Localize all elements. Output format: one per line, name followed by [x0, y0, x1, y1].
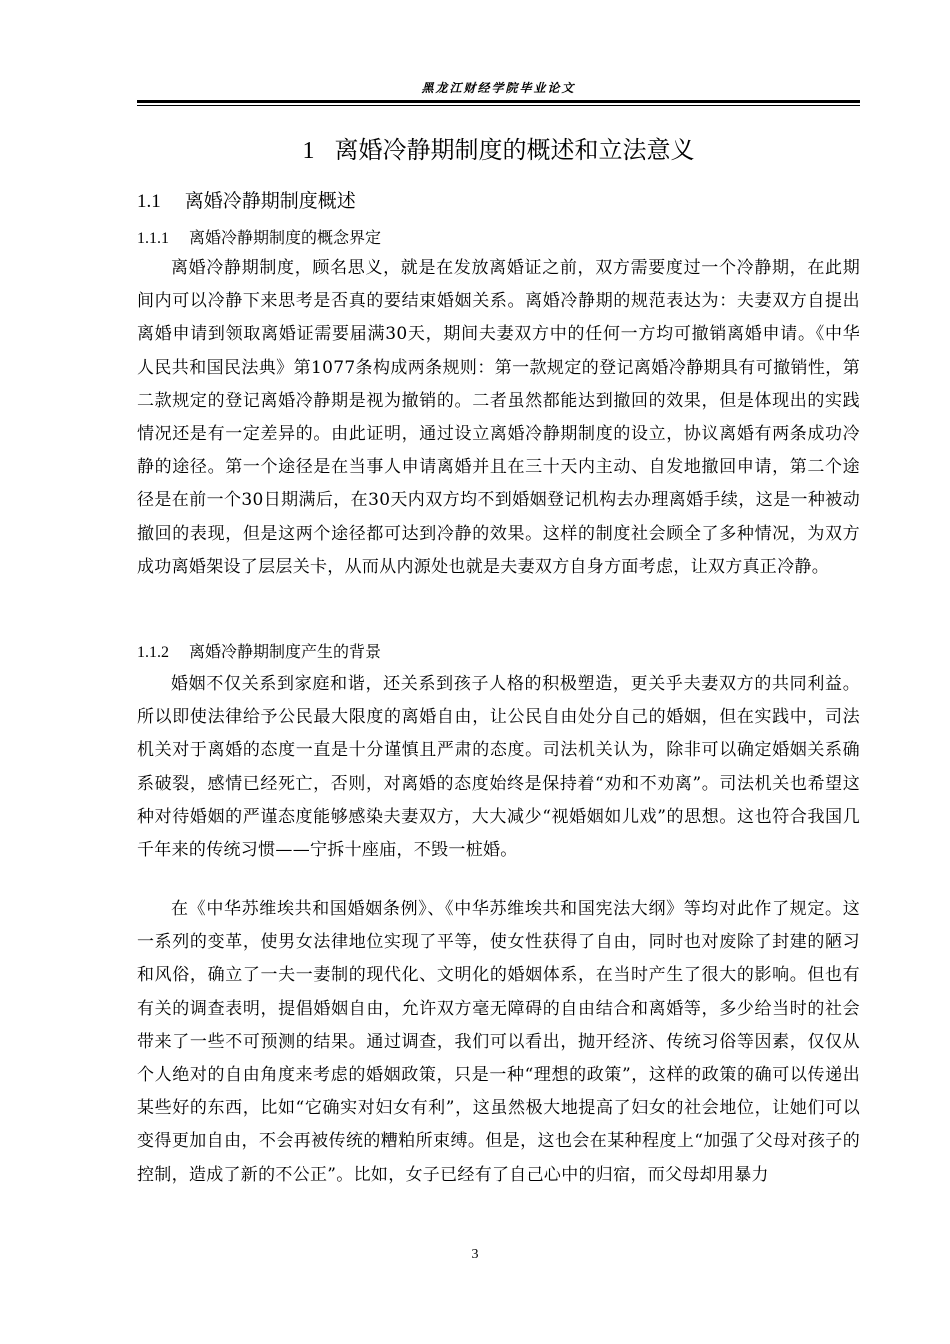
- chapter-title-text: 离婚冷静期制度的概述和立法意义: [334, 136, 695, 164]
- paragraph-3: 在《中华苏维埃共和国婚姻条例》、《中华苏维埃共和国宪法大纲》等均对此作了规定。这一系列的变革，使男女法律地位实现了平等，使女性获得了自由，同时也对废除了封建的陋习和风俗，确立了一夫一妻制的现代化、文明化的婚姻体系，在当时产生了很大的影响。但也有有关的调查表明，提倡婚姻自由，允许双方毫无障碍的自由结合和离婚等，多少给当时的社会带来了一些不可预测的结果。通过调查，我们可以看出，抛开经济、传统习俗等因素，仅仅从个人绝对的自由角度来考虑的婚姻政策，只是一种“理想的政策”，这样的政策的确可以传递出某些好的东西，比如“它确实对妇女有利”，这虽然极大地提高了妇女的社会地位，让她们可以变得更加自由，不会再被传统的糟粕所束缚。但是，这也会在某种程度上“加强了父母对孩子的控制，造成了新的不公正”。比如，女子已经有了自己心中的归宿，而父母却用暴力: [137, 899, 860, 1185]
- page-number: 3: [471, 1247, 479, 1262]
- subsection-heading-2: [137, 640, 381, 665]
- paragraph-1: 离婚冷静期制度，顾名思义，就是在发放离婚证之前，双方需要度过一个冷静期，在此期间内可以冷静下来思考是否真的要结束婚姻关系。离婚冷静期的规范表达为：夫妻双方自提出离婚申请到领取离婚证需要届满30天，期间夫妻双方中的任何一方均可撤销离婚申请。《中华人民共和国民法典》第1077条构成两条规则：第一款规定的登记离婚冷静期具有可撤销性，第二款规定的登记离婚冷静期是视为撤销的。二者虽然都能达到撤回的效果，但是体现出的实践情况还是有一定差异的。由此证明，通过设立离婚冷静期制度的设立，协议离婚有两条成功冷静的途径。第一个途径是在当事人申请离婚并且在三十天内主动、自发地撤回申请，第二个途径是在前一个30日期满后，在30天内双方均不到婚姻登记机构去办理离婚手续，这是一种被动撤回的表现，但是这两个途径都可达到冷静的效果。这样的制度社会顾全了多种情况，为双方成功离婚架设了层层关卡，从而从内源处也就是夫妻双方自身方面考虑，让双方真正冷静。: [137, 258, 860, 577]
- chapter-title: [137, 133, 860, 168]
- header-rule-thick: [137, 100, 860, 103]
- subsection-title: 离婚冷静期制度产生的背景: [189, 642, 382, 661]
- section-title: 离婚冷静期制度概述: [184, 190, 356, 212]
- chapter-number: 1: [302, 138, 315, 164]
- section-heading: [137, 186, 356, 217]
- section-number: 1.1: [137, 191, 161, 212]
- subsection-heading-1: [137, 226, 381, 251]
- paragraph-2: 婚姻不仅关系到家庭和谐，还关系到孩子人格的积极塑造，更关乎夫妻双方的共同利益。所以即使法律给予公民最大限度的离婚自由，让公民自由处分自己的婚姻，但在实践中，司法机关对于离婚的态度一直是十分谨慎且严肃的态度。司法机关认为，除非可以确定婚姻关系确系破裂，感情已经死亡，否则，对离婚的态度始终是保持着“劝和不劝离”。司法机关也希望这种对待婚姻的严谨态度能够感染夫妻双方，大大减少“视婚姻如儿戏”的思想。这也符合我国几千年来的传统习惯——宁拆十座庙，不毁一桩婚。: [137, 674, 860, 861]
- subsection-title: 离婚冷静期制度的概念界定: [189, 228, 382, 247]
- running-header: 黑龙江财经学院毕业论文: [421, 81, 576, 95]
- subsection-number: 1.1.1: [137, 230, 169, 247]
- header-rule-thin: [137, 105, 860, 106]
- subsection-number: 1.1.2: [137, 644, 169, 661]
